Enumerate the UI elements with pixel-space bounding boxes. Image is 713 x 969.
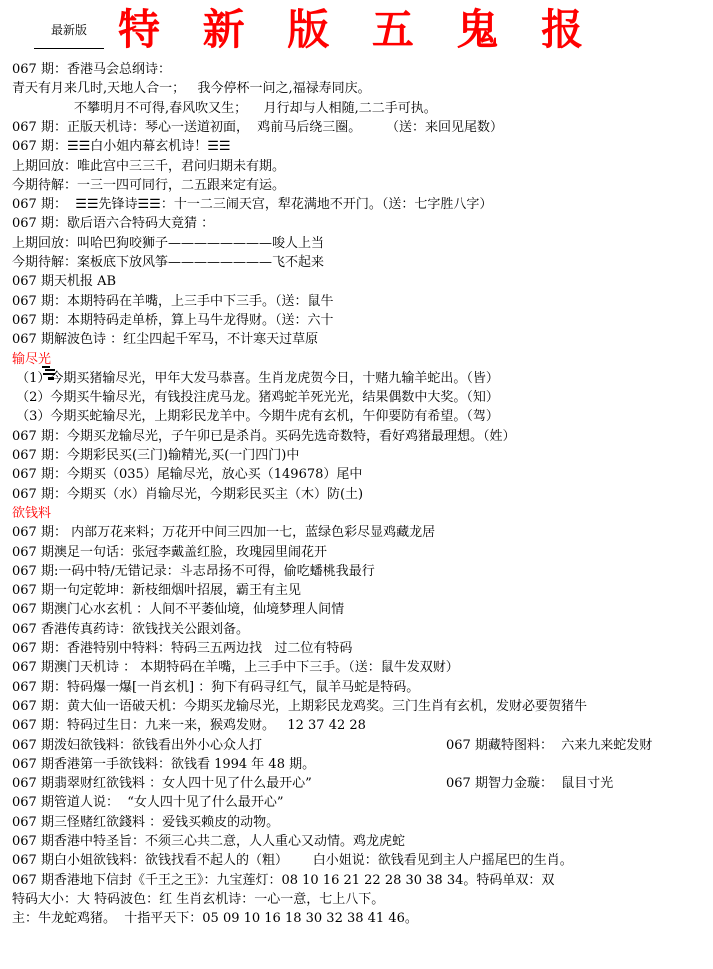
text-line — [0, 581, 713, 600]
line-text: 067 期：本期特码走单桥，算上马牛龙得财。（送：六十 — [12, 313, 334, 328]
text-line — [0, 157, 713, 176]
text-line — [0, 234, 713, 253]
line-text: 今期待解：一三一四可同行，二五跟来定有运。 — [12, 178, 286, 193]
line-text: 067 期一句定乾坤：新枝细烟叶招展，霸王有主见 — [12, 583, 301, 598]
line-text: 067 期白小姐欲钱料：欲钱找看不起人的（粗） 白小姐说：欲钱看见到主人户摇尾巴的生肖。 — [12, 853, 573, 868]
text-line — [0, 60, 713, 79]
text-line — [0, 813, 713, 832]
line-text-right: 067 期藏特图料： 六来九来蛇发财 — [446, 738, 653, 753]
text-line — [0, 176, 713, 195]
line-text: 067 期香港第一手欲钱料：欲钱看 1994 年 48 期。 — [12, 757, 316, 772]
text-line — [0, 890, 713, 909]
line-text: 067 期：今期彩民买(三门)输精光,买(一门四门)中 — [12, 448, 300, 463]
text-line — [0, 620, 713, 639]
text-line — [0, 311, 713, 330]
text-line — [0, 485, 713, 504]
line-text: 067 期：香港马会总纲诗： — [12, 62, 171, 77]
text-line — [0, 832, 713, 851]
line-text: 067 期：今期买龙输尽光，子午卯已是杀肖。买码先选奇数特，看好鸡猪最理想。（姓） — [12, 429, 516, 444]
text-line — [0, 137, 713, 156]
line-text: 067 期：特码爆一爆[一肖玄机] ：狗下有码寻红气，鼠羊马蛇是特码。 — [12, 680, 420, 695]
line-text: 上期回放：唯此宫中三三千，君问归期未有期。 — [12, 159, 286, 174]
text-line — [0, 330, 713, 349]
line-text-right: 067 期智力金璇： 鼠目寸光 — [446, 776, 614, 791]
text-line — [0, 793, 713, 812]
line-text: 067 期澳足一句话：张冠李戴盖红脸，玫瑰园里闹花开 — [12, 545, 327, 560]
line-text: 主：牛龙蛇鸡猪。 十指平天下：05 09 10 16 18 30 32 38 41 46。 — [12, 911, 418, 926]
text-line — [0, 851, 713, 870]
line-text: 今期待解：案板底下放风筝————————飞不起来 — [12, 255, 325, 270]
line-text: 067 期天机报 AB — [12, 274, 117, 289]
line-text: 输尽光 — [12, 352, 52, 367]
line-text: 067 期：正版天机诗：琴心一送道初面， 鸡前马后绕三圈。 （送：来回见尾数） — [12, 120, 504, 135]
text-line — [0, 214, 713, 233]
text-line — [0, 755, 713, 774]
text-line — [0, 600, 713, 619]
text-line — [0, 909, 713, 928]
text-line — [0, 407, 713, 426]
text-line — [0, 871, 713, 890]
line-text: 067 期:一码中特/无错记录：斗志昂扬不可得，偷吃蟠桃我最行 — [12, 564, 375, 579]
text-line — [0, 697, 713, 716]
line-text: （3）今期买蛇输尽光，上期彩民龙羊中。今期牛虎有玄机，午仰要防有希望。（驾） — [12, 409, 499, 424]
text-line — [0, 678, 713, 697]
text-line — [0, 562, 713, 581]
line-text: 067 期：今期买（035）尾输尽光，放心买（149678）尾中 — [12, 467, 363, 482]
text-line — [0, 388, 713, 407]
text-line — [0, 427, 713, 446]
line-text: 067 香港传真药诗：欲钱找关公跟刘备。 — [12, 622, 249, 637]
line-text: （2）今期买牛输尽光，有钱投注虎马龙。猪鸡蛇羊死光光，结果偶数中大奖。（知） — [12, 390, 499, 405]
line-text: 067 期： ☰☰先锋诗☰☰：十一二三闹天宫，犁花满地不开门。（送：七字胜八字） — [12, 197, 493, 212]
edition-badge: 最新版 — [34, 20, 104, 49]
text-line — [0, 350, 713, 369]
line-text: 上期回放：叫哈巴狗咬狮子————————唆人上当 — [12, 236, 325, 251]
text-line — [0, 292, 713, 311]
text-line — [0, 446, 713, 465]
line-text: 067 期：今期买（水）肖输尽光，今期彩民买主（木）防(土) — [12, 487, 364, 502]
text-line — [0, 369, 713, 388]
line-text: 067 期：特码过生日：九来一来，猴鸡发财。 12 37 42 28 — [12, 718, 366, 733]
text-line — [0, 465, 713, 484]
line-text: 067 期翡翠财红欲钱料 ：女人四十见了什么最开心” — [12, 776, 312, 791]
text-line — [0, 543, 713, 562]
line-text: 067 期澳门天机诗 ： 本期特码在羊嘴，上三手中下三手。（送：鼠牛发双财） — [12, 660, 459, 675]
text-line — [0, 79, 713, 98]
line-text: 067 期三怪赌红欲錢料 ：爱钱买赖皮的动物。 — [12, 815, 280, 830]
line-text: 067 期：黄大仙一语破天机：今期买龙输尽光，上期彩民龙鸡奖。三门生肖有玄机，发财必要贺猪牛 — [12, 699, 587, 714]
line-text: （1）今期买猪输尽光，甲年大发马恭喜。生肖龙虎贺今日，十赌九输羊蛇出。（皆） — [12, 371, 499, 386]
line-text: 067 期：歇后语六合特码大竟猜 ： — [12, 216, 215, 231]
text-line — [0, 658, 713, 677]
text-line — [0, 272, 713, 291]
line-text: 067 期管道人说： “女人四十见了什么最开心” — [12, 795, 284, 810]
text-line — [0, 195, 713, 214]
text-line — [0, 736, 713, 755]
text-line — [0, 774, 713, 793]
line-text: 特码大小：大 特码波色：红 生肖玄机诗：一心一意，七上八下。 — [12, 892, 385, 907]
line-text: 067 期泼妇欲钱料：欲钱看出外小心众人打 — [12, 738, 262, 753]
line-text: 067 期香港中特圣旨：不须三心共二意，人人重心又动情。鸡龙虎蛇 — [12, 834, 405, 849]
line-text: 欲钱料 — [12, 506, 52, 521]
text-line — [0, 523, 713, 542]
line-text: 067 期：本期特码在羊嘴，上三手中下三手。（送：鼠牛 — [12, 294, 334, 309]
text-line — [0, 99, 713, 118]
text-line — [0, 639, 713, 658]
line-text: 067 期：☰☰白小姐内幕玄机诗！☰☰ — [12, 139, 231, 154]
header — [0, 0, 713, 60]
line-text: 青天有月来几时,天地人合一； 我今停杯一问之,福禄寿同庆。 — [12, 81, 371, 96]
line-text: 067 期： 内部万花来料；万花开中间三四加一七，蓝绿色彩尽显鸡藏龙居 — [12, 525, 436, 540]
page-title: 特 新 版 五 鬼 报 — [118, 5, 598, 54]
line-text: 067 期澳门心水玄机 ：人间不平萎仙境，仙境梦理人间情 — [12, 602, 345, 617]
line-text: 不攀明月不可得,春风吹又生； 月行却与人相随,二二手可执。 — [12, 101, 437, 116]
text-line — [0, 253, 713, 272]
text-line — [0, 716, 713, 735]
line-text: 067 期：香港特别中特料：特码三五两边找 过二位有特码 — [12, 641, 353, 656]
text-line — [0, 118, 713, 137]
line-text: 067 期香港地下信封《千王之王》：九宝莲灯：08 10 16 21 22 28 30 38 34。特码单双：双 — [12, 873, 555, 888]
line-text: 067 期解波色诗 ：红尘四起千军马，不计寒天过草原 — [12, 332, 319, 347]
text-line — [0, 504, 713, 523]
